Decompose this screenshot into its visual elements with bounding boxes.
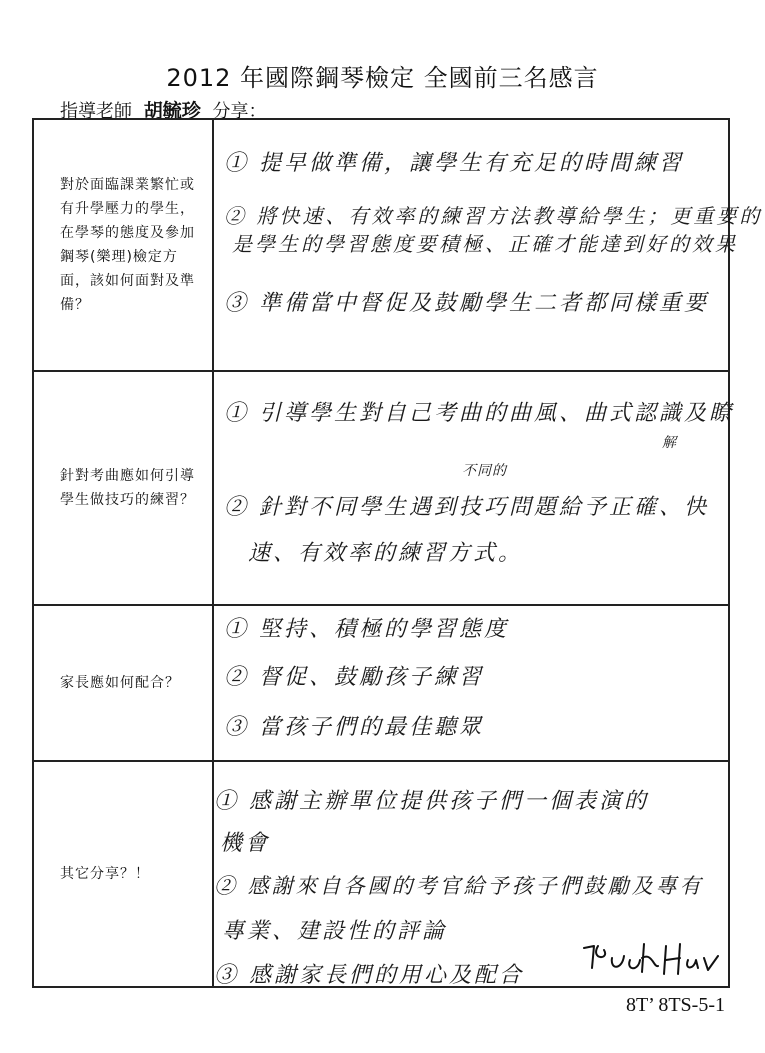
answer-line: ③ 感謝家長們的用心及配合	[214, 963, 524, 988]
answer-cell	[213, 605, 729, 761]
answer-line: ② 感謝來自各國的考官給予孩子們鼓勵及專有	[214, 874, 704, 898]
teacher-prefix: 指導老師	[60, 101, 132, 122]
answer-line: ② 針對不同學生遇到技巧問題給予正確、快	[224, 495, 709, 520]
teacher-name: 胡毓珍	[143, 100, 201, 122]
answer-line: ③ 準備當中督促及鼓勵學生二者都同樣重要	[224, 291, 709, 316]
survey-table	[32, 118, 763, 988]
answer-line: ① 提早做準備，讓學生有充足的時間練習	[224, 151, 684, 176]
answer-line: ② 將快速、有效率的練習方法教導給學生；更重要的	[224, 204, 763, 228]
table-row	[33, 119, 729, 371]
teacher-suffix: 分享：	[212, 101, 267, 122]
question-text: 家長應如何配合？	[60, 675, 180, 691]
question-cell	[33, 371, 213, 605]
answer-line: ① 引導學生對自己考曲的曲風、曲式認識及瞭	[224, 401, 734, 426]
answer-line: 機會	[220, 831, 271, 856]
table-row	[33, 371, 729, 605]
question-cell	[33, 119, 213, 371]
signature-image	[580, 938, 730, 980]
page-title: 2012 年國際鋼琴檢定 全國前三名感言	[166, 64, 599, 92]
answer-line: ① 堅持、積極的學習態度	[224, 617, 509, 642]
answer-cell	[213, 371, 734, 605]
answer-line: 速、有效率的練習方式。	[248, 541, 524, 566]
form-code: 8T’ 8TS-5-1	[625, 994, 725, 1016]
answer-line: 專業、建設性的評論	[222, 919, 448, 944]
question-text: 對於面臨課業繁忙或有升學壓力的學生，在學琴的態度及參加鋼琴(樂理)檢定方面，該如何面對及準備？	[60, 177, 195, 313]
table-row	[33, 605, 729, 761]
answer-line: 不同的	[462, 463, 507, 479]
question-text: 針對考曲應如何引導學生做技巧的練習？	[60, 468, 195, 508]
question-text: 其它分享？！	[60, 866, 150, 882]
question-cell	[33, 761, 213, 987]
answer-line: ① 感謝主辦單位提供孩子們一個表演的	[214, 789, 649, 814]
answer-line: 是學生的學習態度要積極、正確才能達到好的效果	[232, 232, 738, 256]
answer-cell	[213, 119, 763, 371]
answer-line: ② 督促、鼓勵孩子練習	[224, 665, 484, 690]
answer-line: ③ 當孩子們的最佳聽眾	[224, 715, 484, 740]
answer-line: 解	[662, 435, 677, 451]
question-cell	[33, 605, 213, 761]
